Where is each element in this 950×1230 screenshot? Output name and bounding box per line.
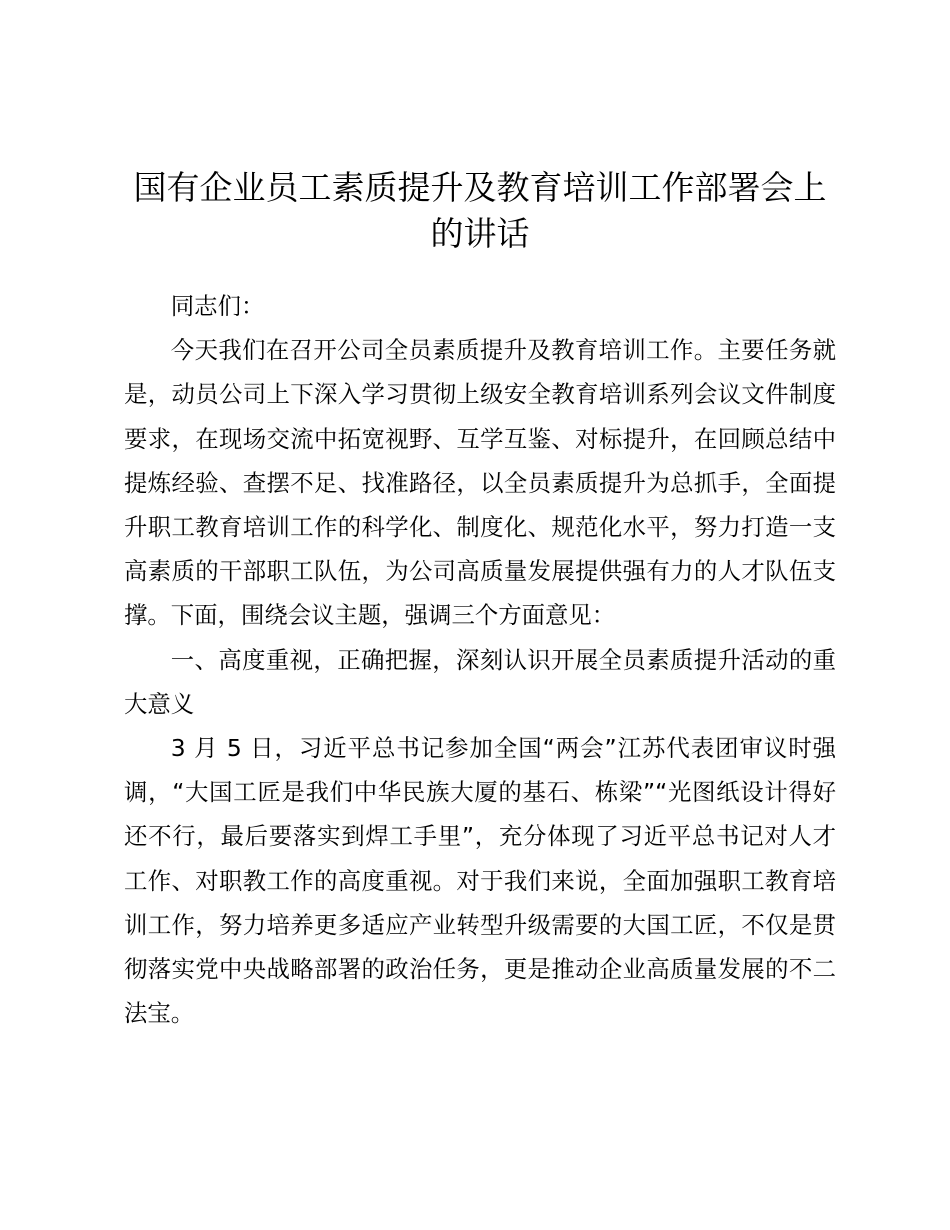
document-body bbox=[124, 284, 836, 1035]
salutation-paragraph: 同志们： bbox=[170, 292, 265, 320]
document-title: 国有企业员工素质提升及教育培训工作部署会上的讲话 bbox=[133, 168, 827, 253]
body-paragraph: 3 月 5 日，习近平总书记参加全国“两会”江苏代表团审议时强调，“大国工匠是我们中华民族大厦的基石、栋梁”“光图纸设计得好还不行，最后要落实到焊工手里”，充分体现了习近平总书记对人才工作、对职教工作的高度重视。对于我们来说，全面加强职工教育培训工作，努力培养更多适应产业转型升级需要的大国工匠，不仅是贯彻落实党中央战略部署的政治任务，更是推动企业高质量发展的不二法宝。 bbox=[124, 734, 836, 1028]
section-heading: 一、高度重视，正确把握，深刻认识开展全员素质提升活动的重大意义 bbox=[124, 645, 836, 718]
intro-paragraph: 今天我们在召开公司全员素质提升及教育培训工作。主要任务就是，动员公司上下深入学习贯彻上级安全教育培训系列会议文件制度要求，在现场交流中拓宽视野、互学互鉴、对标提升，在回顾总结中提炼经验、查摆不足、找准路径，以全员素质提升为总抓手，全面提升职工教育培训工作的科学化、制度化、规范化水平，努力打造一支高素质的干部职工队伍，为公司高质量发展提供强有力的人才队伍支撑。下面，围绕会议主题，强调三个方面意见： bbox=[124, 336, 836, 630]
